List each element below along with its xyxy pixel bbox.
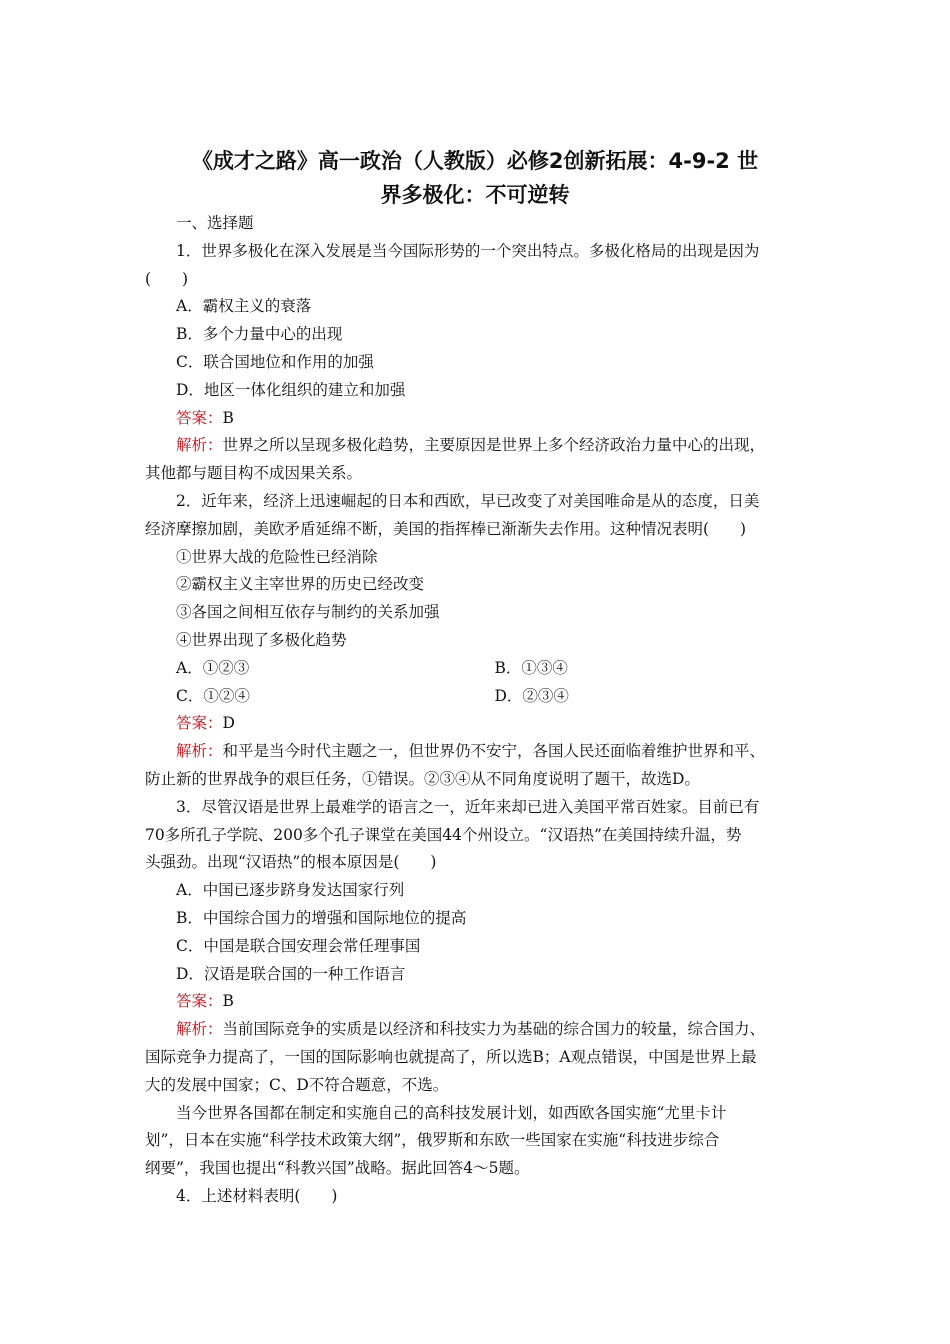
- q2-answer: [145, 710, 813, 738]
- q3-stem-line-2: 70多所孔子学院、200多个孔子课堂在美国44个州设立。“汉语热”在美国持续升温，势: [145, 825, 742, 844]
- q3-analysis-line-3: 大的发展中国家；C、D不符合题意，不选。: [145, 1075, 449, 1094]
- q3-analysis-label: 解析：: [176, 1020, 223, 1039]
- q1-answer-label: 答案：: [176, 408, 223, 427]
- material-line-3: 纲要”，我国也提出“科教兴国”战略。据此回答4～5题。: [145, 1159, 530, 1178]
- q2-options-row-2: [145, 683, 813, 711]
- q2-answer-label: 答案：: [176, 714, 223, 733]
- material-line-1: 当今世界各国都在制定和实施自己的高科技发展计划，如西欧各国实施“尤里卡计: [176, 1103, 727, 1122]
- q2-analysis-line-1: [145, 738, 813, 766]
- q2-analysis-label: 解析：: [176, 742, 223, 761]
- q3-stem-line-1: 3．尽管汉语是世界上最难学的语言之一，近年来却已进入美国平常百姓家。目前已有: [176, 797, 760, 816]
- q3-analysis-text-1: 当前国际竞争的实质是以经济和科技实力为基础的综合国力的较量，综合国力、: [222, 1020, 766, 1039]
- q1-analysis-label: 解析：: [176, 436, 223, 455]
- q3-option-c: C．中国是联合国安理会常任理事国: [176, 936, 421, 955]
- q2-analysis-line-2: 防止新的世界战争的艰巨任务，①错误。②③④从不同角度说明了题干，故选D。: [145, 769, 700, 788]
- q2-option-d: D．②③④: [494, 686, 569, 705]
- q2-option-b: B．①③④: [494, 658, 568, 677]
- document-title-line-2: 界多极化：不可逆转: [380, 183, 570, 207]
- q1-option-c: C．联合国地位和作用的加强: [176, 352, 374, 371]
- q2-answer-value: D: [222, 714, 235, 733]
- q3-option-a: A．中国已逐步跻身发达国家行列: [176, 881, 405, 900]
- q1-analysis-line-2: 其他都与题目构不成因果关系。: [145, 464, 363, 483]
- q4-stem-line-1: 4．上述材料表明( ): [176, 1186, 338, 1205]
- q1-answer: [145, 405, 813, 433]
- q3-analysis-line-1: [145, 1016, 813, 1044]
- q1-option-d: D．地区一体化组织的建立和加强: [176, 380, 406, 399]
- q2-option-c: C．①②④: [176, 686, 250, 705]
- q3-answer-value: B: [222, 992, 234, 1011]
- section-heading: 一、选择题: [176, 214, 254, 232]
- q2-analysis-text-1: 和平是当今时代主题之一，但世界仍不安宁，各国人民还面临着维护世界和平、: [222, 742, 766, 761]
- q1-option-a: A．霸权主义的衰落: [176, 297, 312, 316]
- q2-item-3: ③各国之间相互依存与制约的关系加强: [176, 603, 440, 622]
- q1-stem-line-1: 1．世界多极化在深入发展是当今国际形势的一个突出特点。多极化格局的出现是因为: [176, 241, 760, 260]
- q3-option-b: B．中国综合国力的增强和国际地位的提高: [176, 908, 467, 927]
- q2-options-row-1: [145, 655, 813, 683]
- q3-answer-label: 答案：: [176, 992, 223, 1011]
- q3-analysis-line-2: 国际竞争力提高了，一国的国际影响也就提高了，所以选B；A观点错误，中国是世界上最: [145, 1047, 757, 1066]
- q2-stem-line-1: 2．近年来，经济上迅速崛起的日本和西欧，早已改变了对美国唯命是从的态度，日美: [176, 491, 760, 510]
- q1-answer-value: B: [222, 408, 234, 427]
- document-body: [145, 210, 813, 1211]
- q2-option-a: A．①②③: [176, 658, 250, 677]
- q2-item-2: ②霸权主义主宰世界的历史已经改变: [176, 575, 425, 594]
- q1-stem-line-2: ( ): [145, 269, 189, 288]
- q2-item-4: ④世界出现了多极化趋势: [176, 630, 347, 649]
- q1-analysis-text-1: 世界之所以呈现多极化趋势，主要原因是世界上多个经济政治力量中心的出现，: [222, 436, 766, 455]
- document-title-line-1: 《成才之路》高一政治（人教版）必修2创新拓展：4-9-2 世: [191, 149, 759, 173]
- q3-answer: [145, 988, 813, 1016]
- q2-item-1: ①世界大战的危险性已经消除: [176, 547, 378, 566]
- q1-analysis-line-1: [145, 432, 813, 460]
- q1-option-b: B．多个力量中心的出现: [176, 325, 343, 344]
- q3-option-d: D．汉语是联合国的一种工作语言: [176, 964, 406, 983]
- q3-stem-line-3: 头强劲。出现“汉语热”的根本原因是( ): [145, 853, 437, 872]
- material-line-2: 划”，日本在实施“科学技术政策大纲”，俄罗斯和东欧一些国家在实施“科技进步综合: [145, 1131, 720, 1150]
- q2-stem-line-2: 经济摩擦加剧，美欧矛盾延绵不断，美国的指挥棒已渐渐失去作用。这种情况表明( ): [145, 519, 747, 538]
